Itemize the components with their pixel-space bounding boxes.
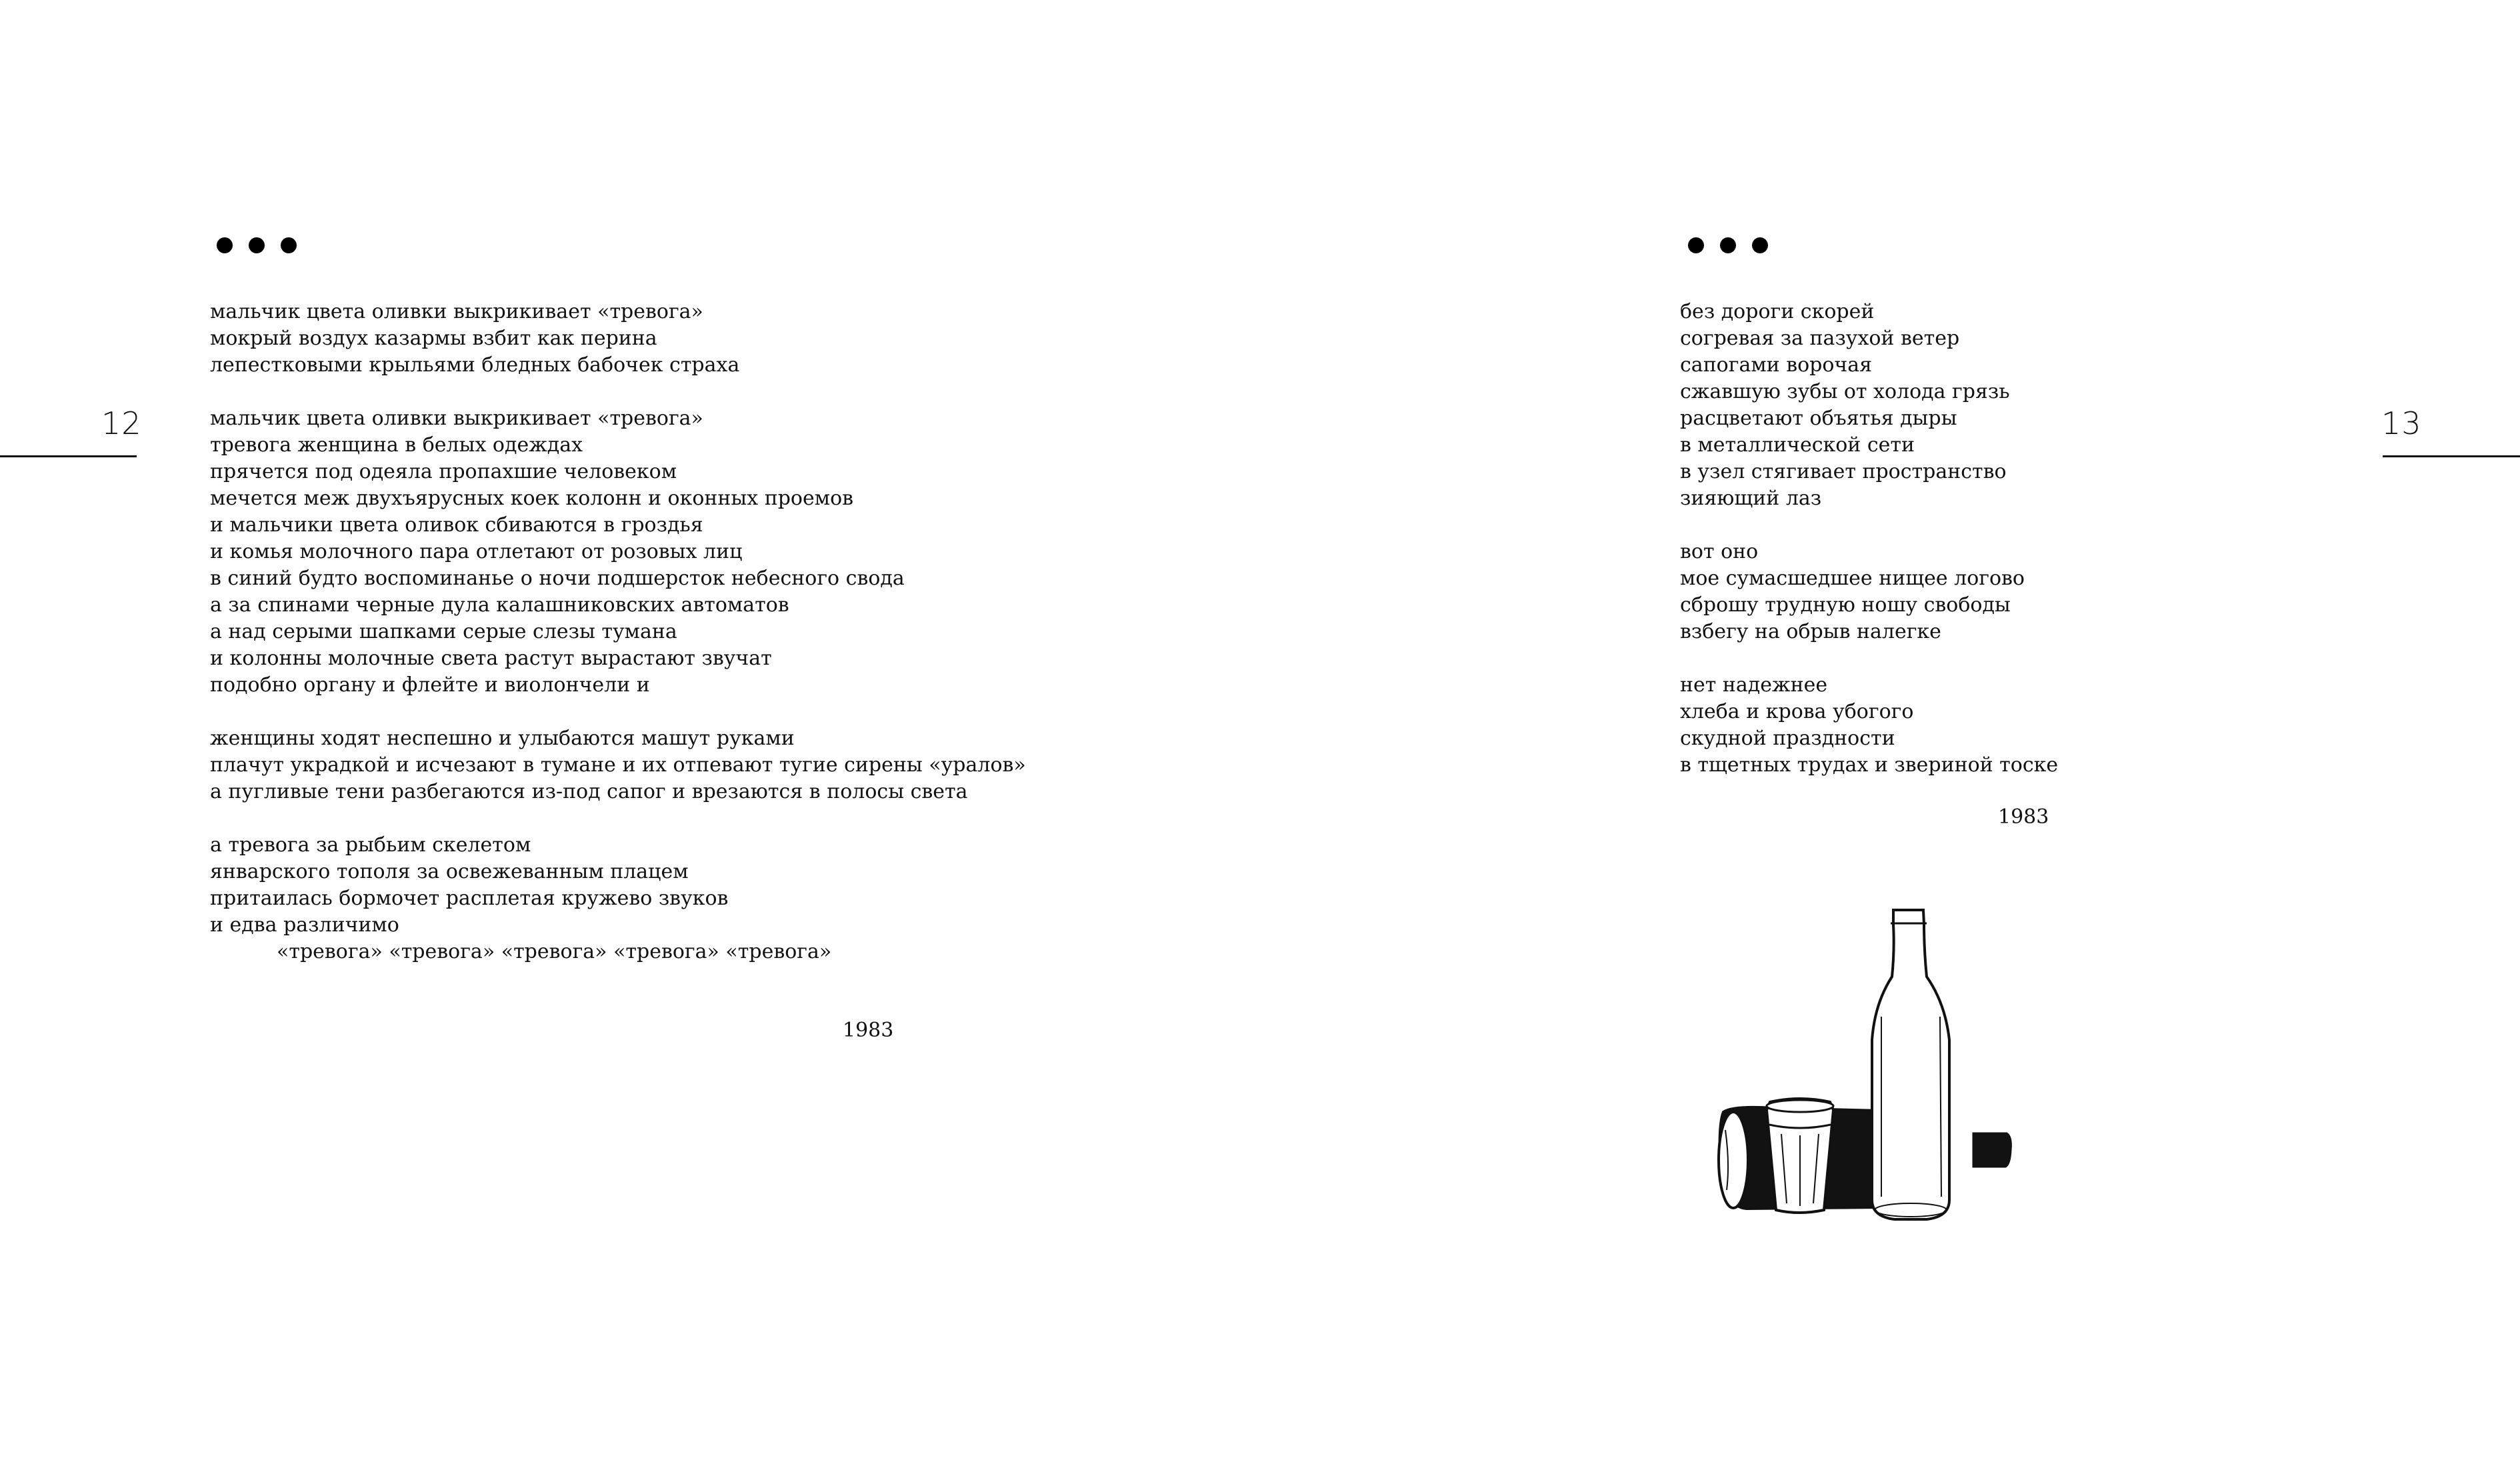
- poem-line: а за спинами черные дула калашниковских автоматов: [210, 593, 789, 617]
- bottle-shape: [1872, 910, 1949, 1219]
- poem-line: согревая за пазухой ветер: [1680, 327, 1960, 350]
- three-dots-icon: [1688, 237, 1768, 253]
- poem-line: сброшу трудную ношу свободы: [1680, 593, 2011, 617]
- poem-line: скудной праздности: [1680, 727, 1895, 750]
- page-number: 13: [2381, 405, 2422, 441]
- poem-line: а тревога за рыбьим скелетом: [210, 833, 531, 857]
- poem-year: 1983: [843, 1019, 894, 1042]
- three-dots-icon: [217, 237, 297, 253]
- poem-line: мечется меж двухъярусных коек колонн и оконных проемов: [210, 487, 854, 510]
- stanza: [210, 405, 1026, 699]
- poem-line: зияющий лаз: [1680, 487, 1822, 510]
- loaf-shape: [1719, 1107, 2011, 1209]
- poem-line: январского тополя за освежеванным плацем: [210, 860, 689, 883]
- poem-line: в тщетных трудах и звериной тоске: [1680, 753, 2059, 777]
- dot: [281, 237, 297, 253]
- poem-line: тревога женщина в белых одеждах: [210, 433, 583, 457]
- stanza: [1680, 299, 2058, 512]
- poem-line: без дороги скорей: [1680, 300, 1875, 323]
- poem-line: и комья молочного пара отлетают от розовых лиц: [210, 540, 743, 563]
- stanza: [1680, 539, 2058, 645]
- page-number: 12: [101, 405, 142, 441]
- poem-line: а над серыми шапками серые слезы тумана: [210, 620, 677, 643]
- page-number-rule: [2383, 455, 2520, 457]
- poem-line: и колонны молочные света растут вырастают звучат: [210, 647, 772, 670]
- poem-line: и мальчики цвета оливок сбиваются в гроздья: [210, 513, 703, 537]
- poem-line: вот оно: [1680, 540, 1759, 563]
- dot: [217, 237, 233, 253]
- poem-line: женщины ходят неспешно и улыбаются машут руками: [210, 727, 795, 750]
- poem-year: 1983: [1998, 805, 2049, 829]
- poem-line: хлеба и крова убогого: [1680, 700, 1914, 723]
- dot: [1752, 237, 1768, 253]
- poem-line: прячется под одеяла пропахшие человеком: [210, 460, 677, 483]
- poem-line: взбегу на обрыв налегке: [1680, 620, 1941, 643]
- dot: [1720, 237, 1736, 253]
- poem-body: [210, 299, 1026, 965]
- poem-line: в металлической сети: [1680, 433, 1915, 457]
- right-page: [1260, 0, 2520, 1470]
- poem-line: нет надежнее: [1680, 673, 1828, 697]
- dot: [249, 237, 265, 253]
- poem-line: в узел стягивает пространство: [1680, 460, 2007, 483]
- poem-line: плачут украдкой и исчезают в тумане и их отпевают тугие сирены «уралов»: [210, 753, 1026, 777]
- bottle-and-glass-sketch-icon: [1693, 903, 2027, 1237]
- poem-line: мальчик цвета оливки выкрикивает «тревога»: [210, 407, 703, 430]
- glass-shape: [1767, 1099, 1833, 1213]
- poem-line: лепестковыми крыльями бледных бабочек страха: [210, 353, 740, 377]
- poem-line: мальчик цвета оливки выкрикивает «тревога»: [210, 300, 703, 323]
- stanza: [1680, 672, 2058, 779]
- stanza: [210, 299, 1026, 379]
- poem-line: мое сумасшедшее нищее логово: [1680, 567, 2025, 590]
- poem-line: расцветают объятья дыры: [1680, 407, 1957, 430]
- dot: [1688, 237, 1704, 253]
- poem-line: и едва различимо: [210, 913, 399, 937]
- poem-line: мокрый воздух казармы взбит как перина: [210, 327, 657, 350]
- poem-body: [1680, 299, 2058, 779]
- stanza: [210, 832, 1026, 965]
- stanza: [210, 725, 1026, 805]
- poem-line: в синий будто воспоминанье о ночи подшерсток небесного свода: [210, 567, 905, 590]
- poem-line: сапогами ворочая: [1680, 353, 1873, 377]
- poem-line: а пугливые тени разбегаются из-под сапог и врезаются в полосы света: [210, 780, 968, 803]
- page-number-rule: [0, 455, 137, 457]
- poem-line-indented: «тревога» «тревога» «тревога» «тревога» «тревога»: [277, 940, 832, 963]
- poem-line: сжавшую зубы от холода грязь: [1680, 380, 2010, 403]
- poem-line: притаилась бормочет расплетая кружево звуков: [210, 887, 729, 910]
- poem-line: подобно органу и флейте и виолончели и: [210, 673, 650, 697]
